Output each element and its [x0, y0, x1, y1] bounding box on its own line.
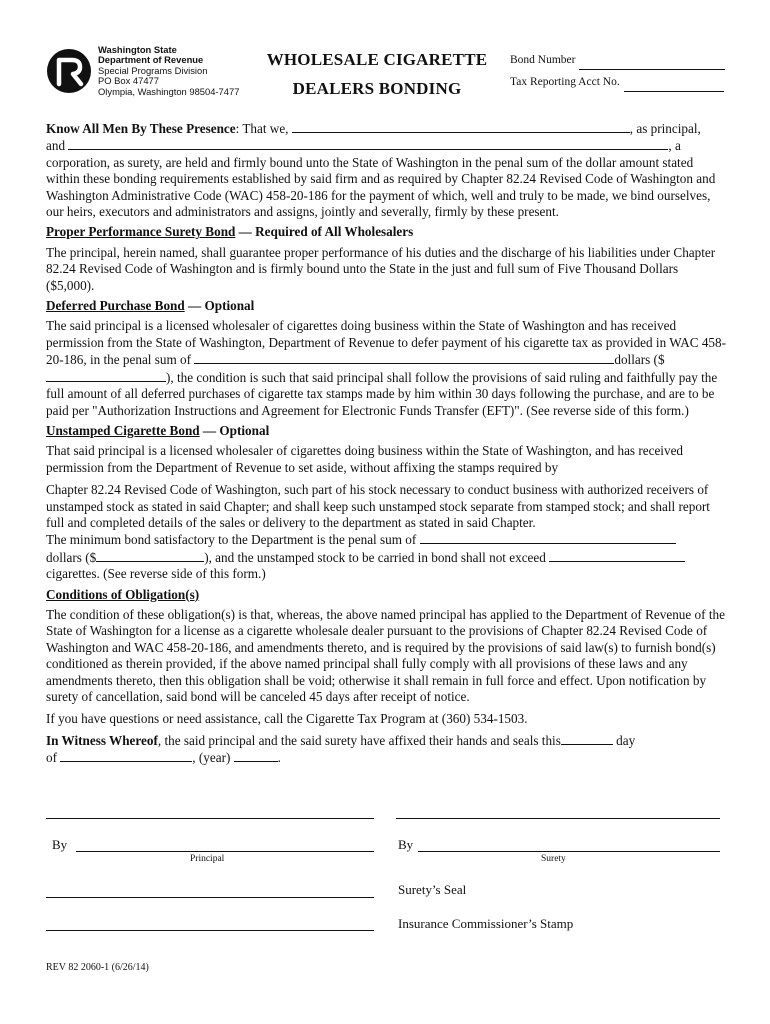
a-text: , a — [668, 138, 681, 154]
witness-line-1 — [46, 732, 726, 749]
left-blank-line-1[interactable] — [46, 897, 374, 898]
intro-body: corporation, as surety, are held and firmly bound unto the State of Washington in the penal sum of the dollar amount stated within these bonding requirements established by said firm and as required by Chapter 82.24 Revised Code of Washington and Washington Administrative Code (WAC) 458-20-186 for the payment of which, well and truly to be made, we bind ourselves, our heirs, executors and administrators and assigns, jointly and severally, firmly by these present. — [46, 154, 716, 220]
unstamped-cigarette-limit-field[interactable] — [549, 549, 685, 562]
deferred-paren-open: ($ — [653, 352, 665, 368]
agency-division: Special Programs Division — [98, 64, 208, 76]
agency-po-box: PO Box 47477 — [98, 75, 159, 87]
header-fields — [510, 50, 725, 92]
agency-department: Department of Revenue — [98, 54, 204, 66]
agency-address — [98, 45, 239, 97]
deferred-penal-sum-amount-field[interactable] — [46, 369, 166, 382]
witness-year-field[interactable] — [234, 749, 278, 762]
witness-period: . — [277, 750, 281, 766]
conditions-heading-title: Conditions of Obligation(s) — [46, 586, 200, 602]
unstamped-min-bond: The minimum bond satisfactory to the Department is the penal sum of — [46, 532, 417, 548]
witness-day-field[interactable] — [561, 732, 613, 745]
by-left-label: By — [52, 837, 68, 852]
unstamped-stock-text: ), and the unstamped stock to be carried in bond shall not exceed — [204, 549, 546, 565]
left-blank-line-2[interactable] — [46, 930, 374, 931]
performance-text: The principal, herein named, shall guarantee proper performance of his duties and the discharge of his liabilities under Chapter 82.24 Revised Code of Washington and is firmly bound unto the State in the just and full sum of Five Thousand Dollars ($5,000). — [46, 244, 716, 293]
conditions-questions: If you have questions or need assistance, call the Cigarette Tax Program at (360) 534-1503. — [46, 711, 528, 727]
witness-line-2 — [46, 749, 726, 766]
conditions-heading — [46, 587, 726, 603]
intro-lead-rest: : That we, — [235, 121, 289, 136]
principal-signature-line[interactable] — [76, 851, 374, 852]
bond-number-label: Bond Number — [510, 54, 576, 66]
principal-name-field[interactable] — [292, 120, 630, 133]
performance-heading — [46, 224, 726, 240]
performance-heading-rest: — Required of All Wholesalers — [235, 224, 414, 240]
tax-acct-label: Tax Reporting Acct No. — [510, 76, 620, 88]
unstamped-penal-sum-amount-field[interactable] — [96, 549, 204, 562]
deferred-text-2: ), the condition is such that said principal shall follow the provisions of said ruling and faithfully pay the full amount of all deferred purchases of cigarette tax stamps made by him within 30 days following the purchase, and are to be paid per "Authorization Instructions and Agreement for Electronic Funds Transfer (EFT)". (See reverse side of this form.) — [46, 369, 718, 418]
witness-year: , (year) — [192, 750, 231, 766]
agency-state: Washington State — [98, 44, 177, 55]
title-line-2: DEALERS BONDING — [292, 79, 462, 98]
and-text: and — [46, 138, 66, 154]
department-of-revenue-logo — [46, 48, 92, 94]
deferred-heading — [46, 298, 726, 314]
deferred-penal-sum-words-field[interactable] — [194, 351, 614, 364]
unstamped-penal-sum-words-field[interactable] — [420, 531, 676, 544]
surety-name-field[interactable] — [68, 137, 668, 150]
intro-line-2 — [46, 137, 726, 154]
unstamped-heading — [46, 423, 726, 439]
intro-line-1 — [46, 120, 726, 137]
intro-lead: Know All Men By These Presence — [46, 121, 236, 136]
form-id: REV 82 2060-1 (6/26/14) — [46, 962, 149, 973]
unstamped-dollars-line — [46, 549, 726, 566]
bond-body-text — [46, 120, 726, 767]
insurance-stamp-label: Insurance Commissioner’s Stamp — [398, 916, 574, 931]
surety-company-signature-line[interactable] — [396, 818, 720, 819]
unstamped-min-bond-line — [46, 531, 726, 548]
unstamped-heading-rest: — Optional — [199, 422, 270, 438]
surety-signature-line[interactable] — [418, 851, 720, 852]
unstamped-text-2: Chapter 82.24 Revised Code of Washington, such part of his stock necessary to conduct business with authorized receivers of unstamped stock as stated in said Chapter; and shall keep such unstamped stock separate from stamped stock; and shall report full and completed details of the sales or delivery to the department as stated in said Chapter. — [46, 482, 710, 530]
sureties-seal-label: Surety’s Seal — [398, 882, 467, 897]
witness-of: of — [46, 750, 57, 766]
deferred-text — [46, 318, 726, 418]
performance-heading-title: Proper Performance Surety Bond — [46, 224, 236, 240]
surety-caption: Surety — [541, 854, 566, 864]
deferred-heading-rest: — Optional — [184, 298, 255, 314]
unstamped-dollars-open: dollars ($ — [46, 549, 97, 565]
by-right-label: By — [398, 837, 414, 852]
deferred-dollars: dollars — [614, 352, 651, 368]
witness-lead: In Witness Whereof — [46, 732, 158, 748]
witness-month-field[interactable] — [60, 749, 192, 762]
bond-number-field[interactable] — [579, 57, 725, 70]
conditions-text: The condition of these obligation(s) is that, whereas, the above named principal has applied to the Department of Revenue of the State of Washington for a license as a cigarette wholesale dealer pursuant to the provisions of Chapter 82.24 Revised Code of Washington and WAC 458-20-186, and amendments thereto, and is required by the provisions of said law(s) to furnish bond(s) conditioned as therein provided, if the above named principal shall fully comply with all provisions of these laws and any amendments thereto, then this obligation shall be void; otherwise it shall remain in full force and effect. Upon notification by surety of cancellation, said bond will be canceled 45 days after receipt of notice. — [46, 606, 725, 704]
unstamped-heading-title: Unstamped Cigarette Bond — [46, 422, 200, 438]
witness-text: , the said principal and the said surety have affixed their hands and seals this — [157, 732, 561, 748]
title-line-1: WHOLESALE CIGARETTE — [266, 50, 488, 69]
principal-caption: Principal — [190, 854, 225, 864]
as-principal-text: , as principal, — [629, 121, 701, 136]
deferred-text-1: The said principal is a licensed wholesaler of cigarettes doing business within the State of Washington and has received permission from the State of Washington, Department of Revenue to defer payment of his cigarette tax as provided in WAC 458-20-186, in the penal sum of — [46, 318, 726, 368]
document-title — [252, 47, 502, 102]
unstamped-cigarettes: cigarettes. (See reverse side of this form.) — [46, 566, 266, 582]
witness-day: day — [616, 732, 636, 748]
deferred-heading-title: Deferred Purchase Bond — [46, 298, 185, 314]
agency-city: Olympia, Washington 98504-7477 — [98, 85, 240, 97]
principal-company-signature-line[interactable] — [46, 818, 374, 819]
unstamped-text-1: That said principal is a licensed wholesaler of cigarettes doing business within the State of Washington, and has received permission from the Department of Revenue to set aside, without affixing the stamps required by — [46, 443, 684, 475]
tax-acct-field[interactable] — [624, 79, 724, 92]
